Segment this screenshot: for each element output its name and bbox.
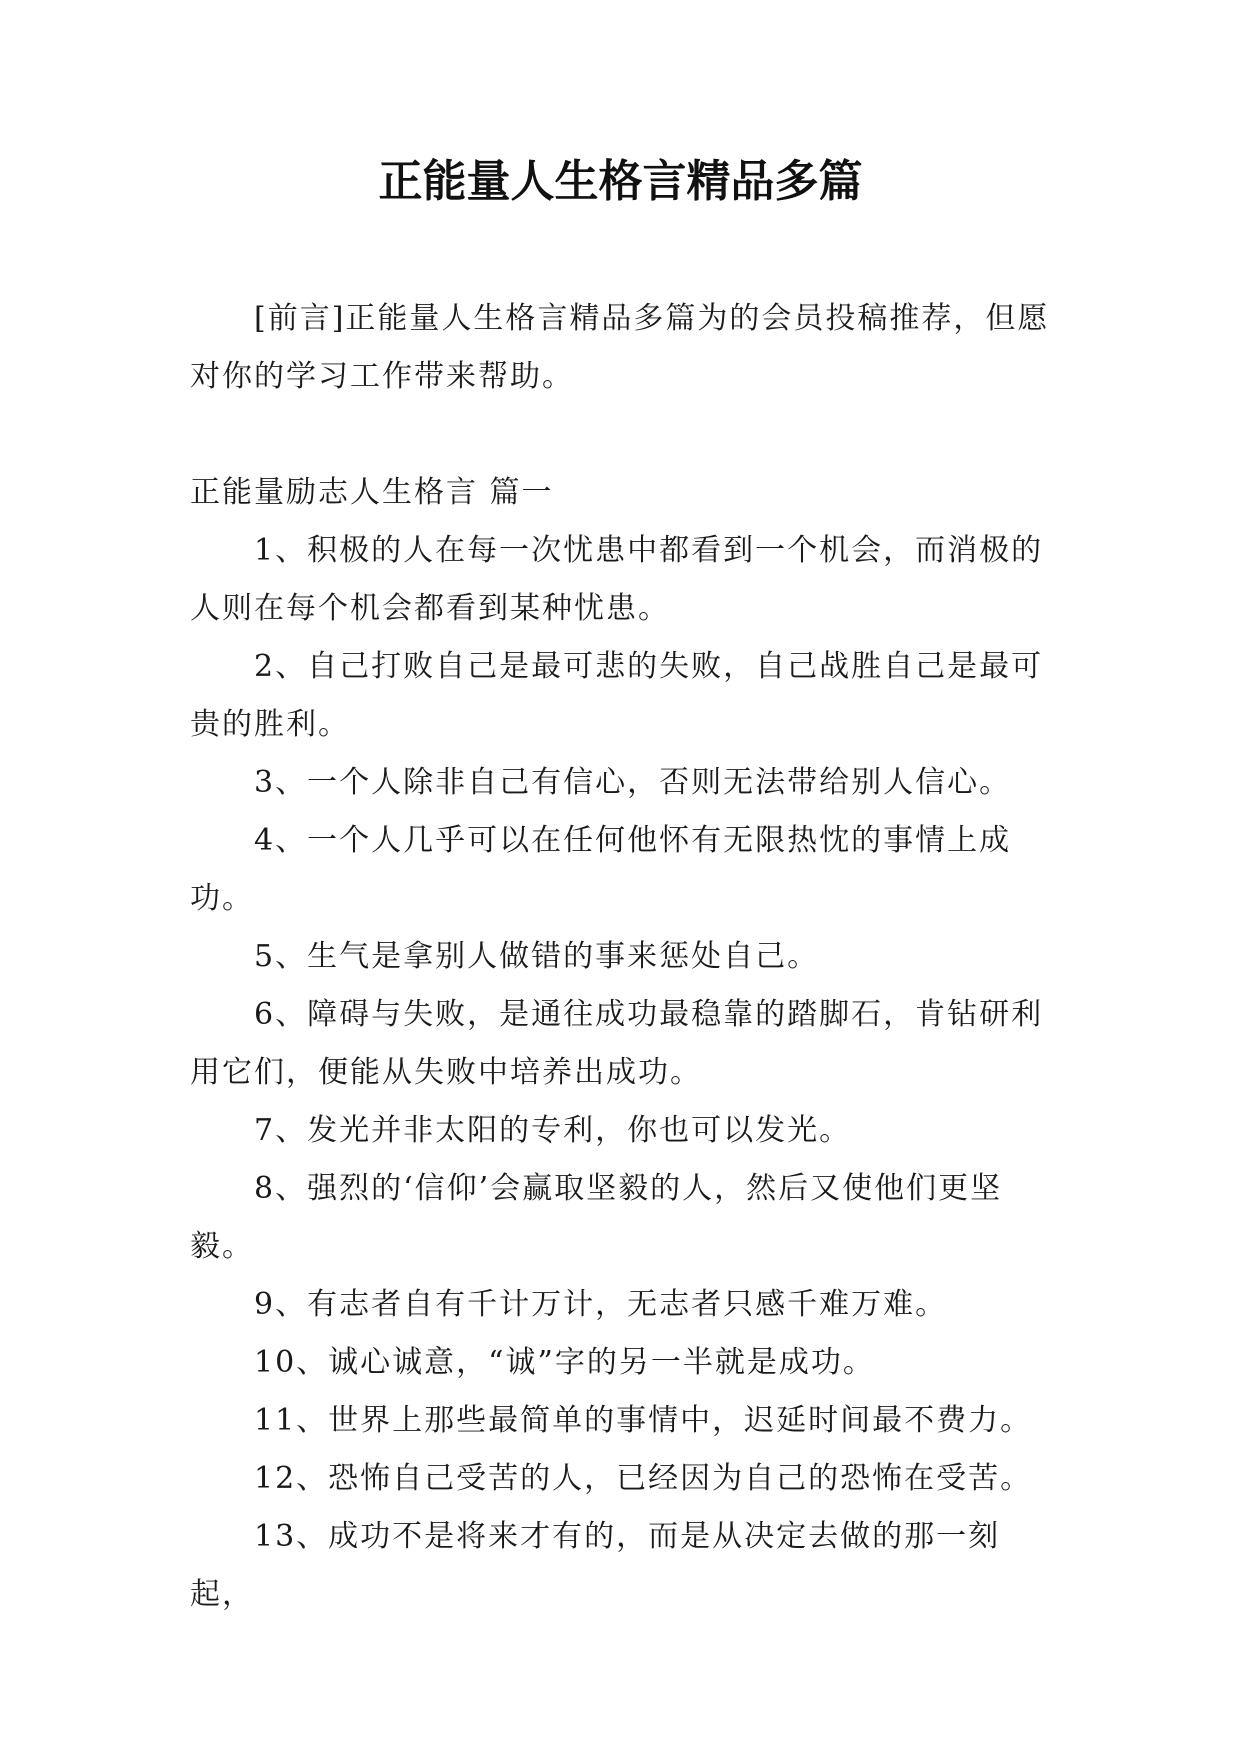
list-item: 2、自己打败自己是最可悲的失败，自己战胜自己是最可贵的胜利。 [190, 649, 1044, 742]
document-body [190, 290, 1050, 1624]
list-item: 9、有志者自有千计万计，无志者只感千难万难。 [254, 1287, 948, 1322]
list-item: 3、一个人除非自己有信心，否则无法带给别人信心。 [254, 765, 1012, 800]
list-item: 13、成功不是将来才有的，而是从决定去做的那一刻起， [190, 1519, 1001, 1612]
intro-paragraph: [前言]正能量人生格言精品多篇为的会员投稿推荐，但愿对你的学习工作带来帮助。 [190, 301, 1050, 394]
document-title: 正能量人生格言精品多篇 [378, 156, 863, 207]
section-heading: 正能量励志人生格言 篇一 [190, 475, 554, 510]
list-item: 8、强烈的‘信仰’会赢取坚毅的人，然后又使他们更坚毅。 [190, 1171, 1003, 1264]
list-item: 1、积极的人在每一次忧患中都看到一个机会，而消极的人则在每个机会都看到某种忧患。 [190, 533, 1044, 626]
list-item: 5、生气是拿别人做错的事来惩处自己。 [254, 939, 820, 974]
list-item: 6、障碍与失败，是通往成功最稳靠的踏脚石，肯钻研利用它们，便能从失败中培养出成功。 [190, 997, 1044, 1090]
list-item: 12、恐怖自己受苦的人，已经因为自己的恐怖在受苦。 [254, 1461, 1033, 1496]
list-item: 4、一个人几乎可以在任何他怀有无限热忱的事情上成功。 [190, 823, 1012, 916]
list-item: 10、诚心诚意，“诚”字的另一半就是成功。 [254, 1345, 875, 1380]
list-item: 11、世界上那些最简单的事情中，迟延时间最不费力。 [254, 1403, 1033, 1438]
list-item: 7、发光并非太阳的专利，你也可以发光。 [254, 1113, 852, 1148]
